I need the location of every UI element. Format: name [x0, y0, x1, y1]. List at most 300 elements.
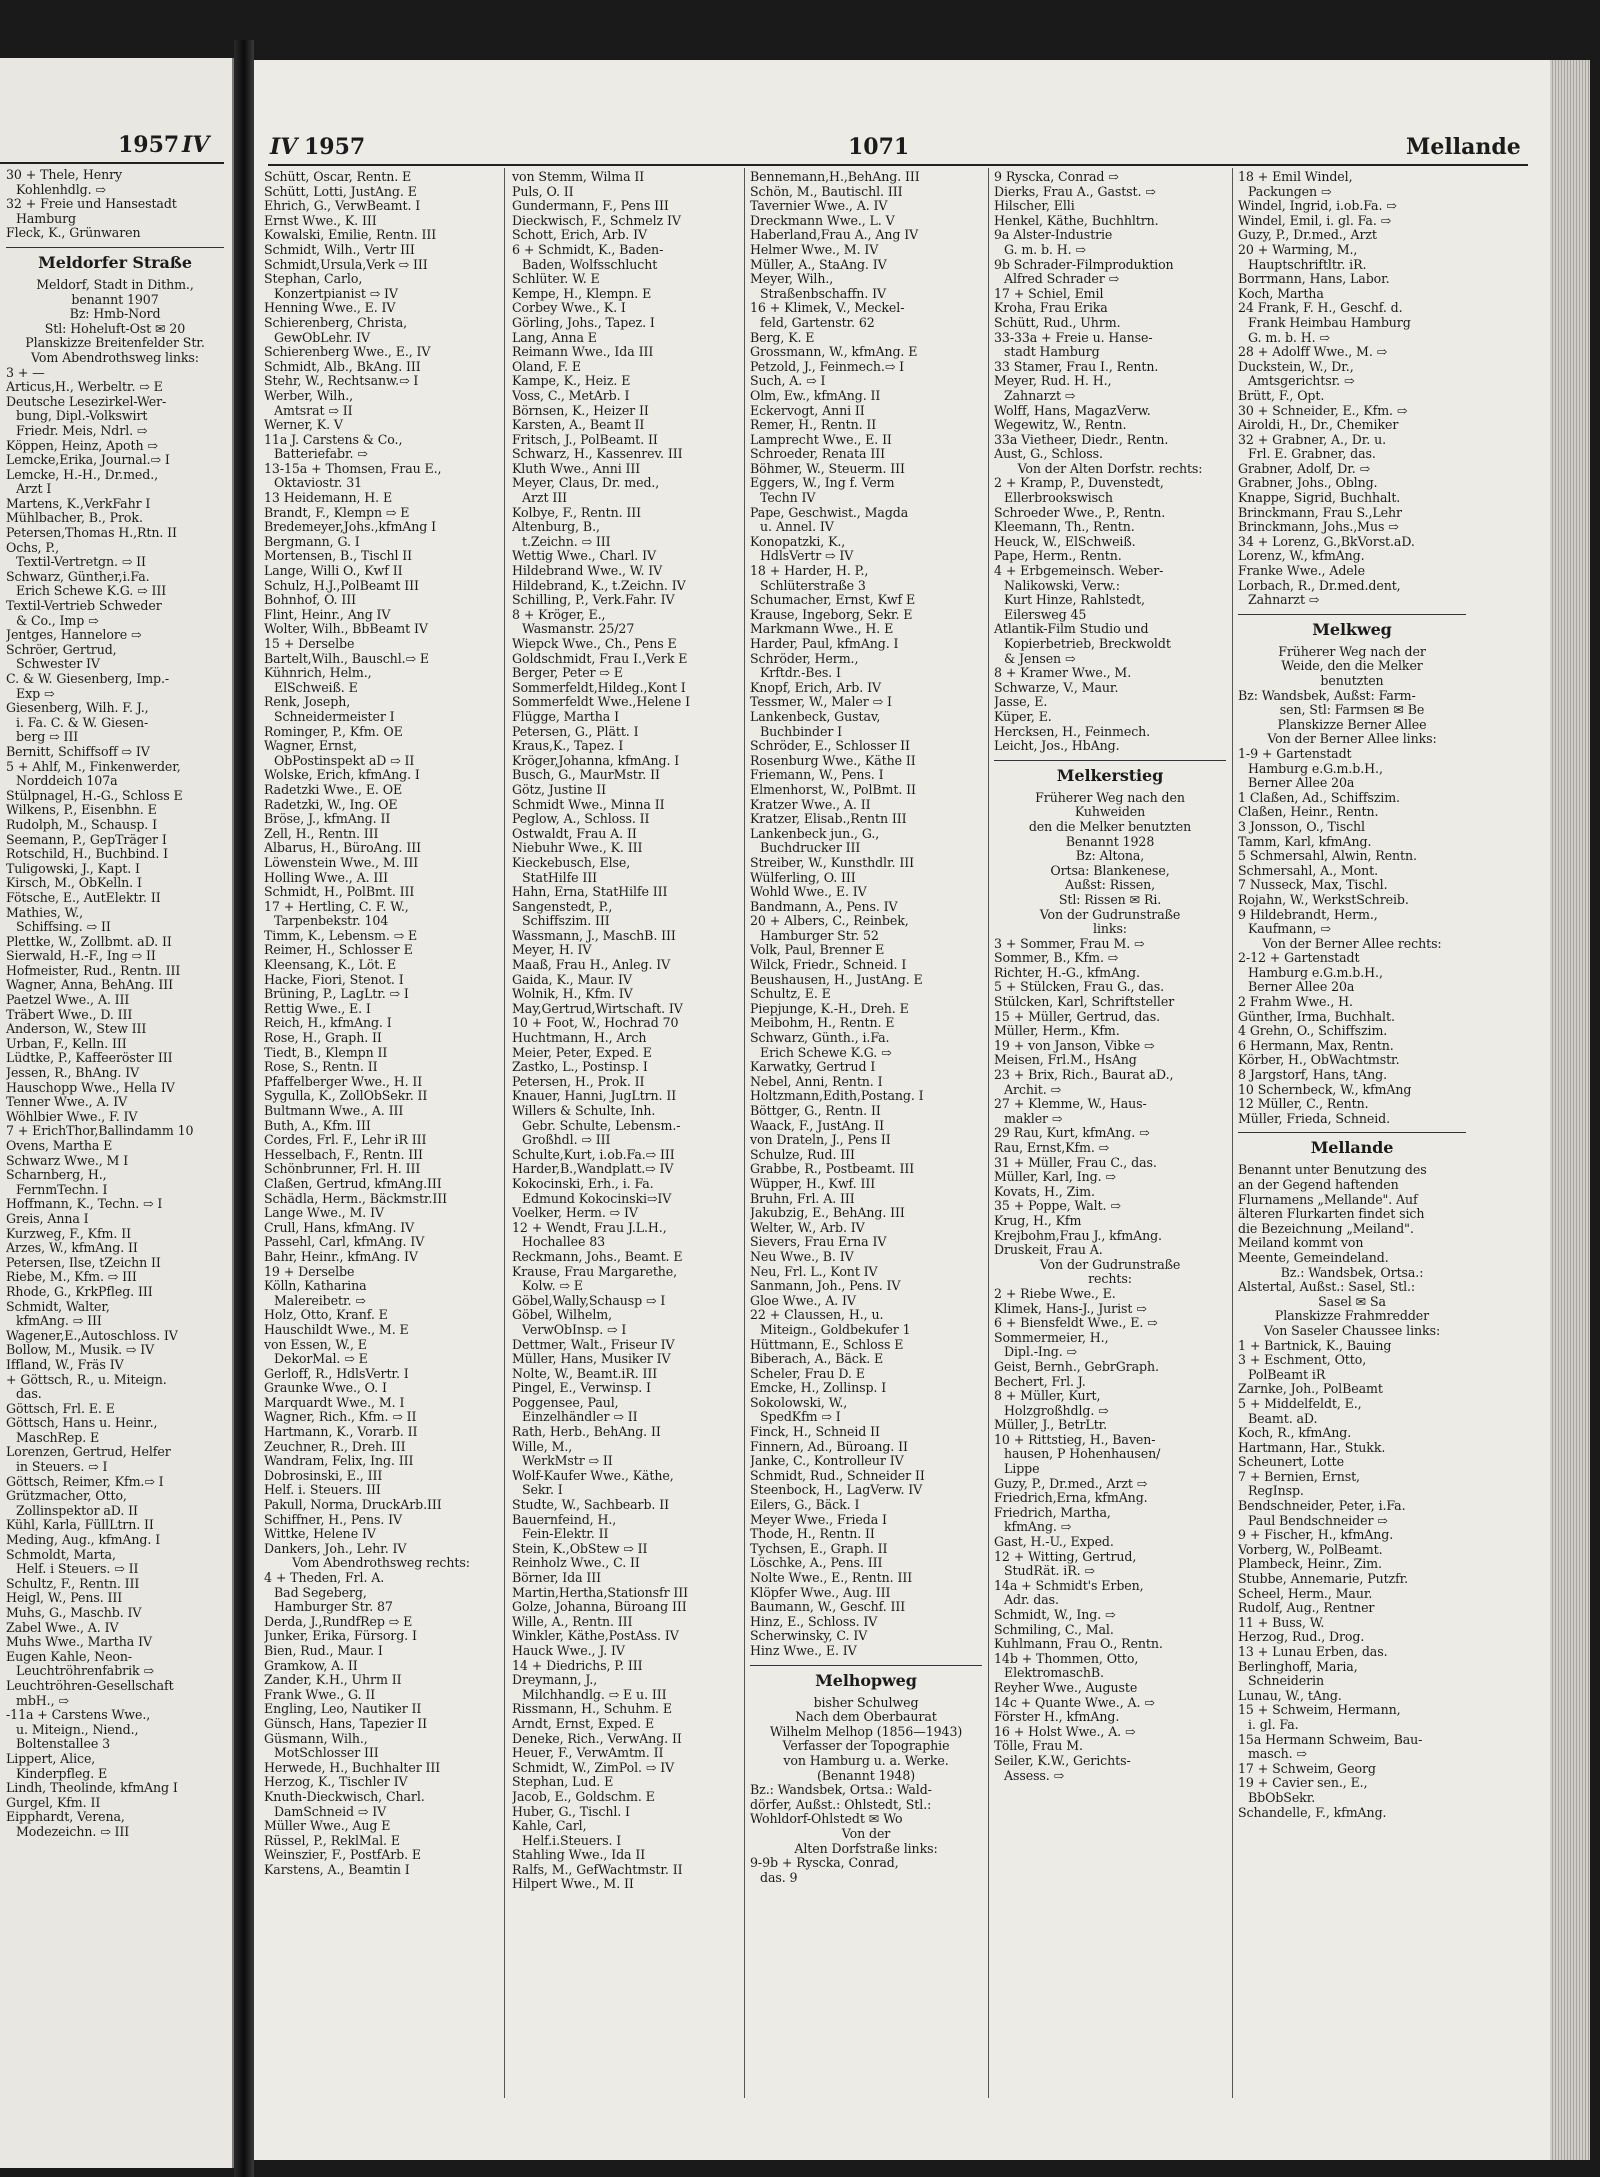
directory-entry: Göttsch, Reimer, Kfm.⇨ I — [6, 1474, 164, 1489]
directory-entry: Bultmann Wwe., A. III — [264, 1104, 404, 1118]
directory-entry: Articus,H., Werbeltr. ⇨ E — [6, 380, 163, 395]
directory-entry: Rojahn, W., WerkstSchreib. — [1238, 892, 1409, 907]
directory-entry: Lunau, W., tAng. — [1238, 1688, 1342, 1703]
directory-entry: 8 + Kröger, E., — [512, 607, 606, 622]
directory-entry: Guzy, P., Dr.med., Arzt ⇨ — [994, 1476, 1148, 1491]
directory-entry: Meisen, Frl.M., HsAng — [994, 1053, 1137, 1068]
directory-entry: Schmidt,Ursula,Verk ⇨ III — [264, 257, 428, 272]
column-divider — [1232, 168, 1233, 2098]
directory-entry: Karstens, A., Beamtin I — [264, 1862, 410, 1877]
directory-entry: 14 + Diedrichs, P. III — [512, 1658, 643, 1673]
directory-entry: Zastko, L., Postinsp. I — [512, 1060, 648, 1075]
directory-entry: Elmenhorst, W., PolBmt. II — [750, 782, 916, 797]
directory-entry: Schädla, Herm., Bäckmstr.III — [264, 1191, 447, 1206]
directory-entry: 3 + — — [6, 365, 45, 380]
directory-entry: Graunke Wwe., O. I — [264, 1381, 387, 1396]
directory-entry: Stahling Wwe., Ida II — [512, 1848, 646, 1863]
directory-entry: Kieckebusch, Else, — [512, 855, 631, 870]
directory-entry: Kirsch, M., ObKelln. I — [6, 876, 142, 891]
directory-entry: Meldorf, Stadt in Dithm., — [36, 277, 194, 292]
directory-entry: Paetzel Wwe., A. III — [6, 993, 130, 1008]
directory-entry: Brandt, F., Klempn ⇨ E — [264, 505, 410, 520]
directory-entry: 35 + Poppe, Walt. ⇨ — [994, 1199, 1121, 1214]
directory-entry: 5 + Stülcken, Frau G., das. — [994, 980, 1164, 995]
directory-entry: Ostwaldt, Frau A. II — [512, 826, 637, 841]
directory-entry: benutzten — [1320, 674, 1384, 688]
directory-entry: Planskizze Berner Allee — [1277, 717, 1427, 732]
directory-entry: Buchdrucker III — [760, 841, 861, 856]
directory-entry: Günther, Irma, Buchhalt. — [1238, 1009, 1395, 1024]
directory-entry: Ovens, Martha E — [6, 1139, 113, 1153]
directory-entry: StatHilfe III — [522, 870, 598, 885]
directory-entry: Meibohm, H., Rentn. E — [750, 1016, 895, 1031]
directory-entry: Kowalski, Emilie, Rentn. III — [264, 228, 437, 243]
directory-entry: Kinderpfleg. E — [16, 1766, 108, 1781]
directory-entry: Lemcke, H.-H., Dr.med., — [6, 467, 159, 482]
directory-entry: Baden, Wolfsschlucht — [522, 257, 658, 272]
directory-entry: Heigl, W., Pens. III — [6, 1591, 123, 1606]
directory-entry: Dipl.-Ing. ⇨ — [1004, 1345, 1077, 1360]
directory-entry: MotSchlosser III — [274, 1746, 379, 1761]
directory-entry: bisher Schulweg — [813, 1695, 919, 1710]
directory-entry: 29 Rau, Kurt, kfmAng. ⇨ — [994, 1126, 1150, 1141]
directory-entry: Kuhweiden — [1074, 805, 1146, 820]
directory-entry: Schmidt, Rud., Schneider II — [750, 1468, 925, 1483]
directory-entry: Schultz, E. E — [750, 987, 831, 1002]
directory-entry: Erich Schewe K.G. ⇨ III — [16, 584, 167, 599]
directory-entry: Fritsch, J., PolBeamt. II — [512, 432, 658, 447]
directory-entry: Wassmann, J., MaschB. III — [512, 928, 676, 943]
directory-entry: Schröder, Herm., — [750, 651, 859, 666]
left-page — [0, 58, 234, 2168]
directory-entry: Schwarz, Günth., i.Fa. — [750, 1031, 890, 1046]
directory-entry: Schwarz, Günther,i.Fa. — [6, 569, 150, 584]
directory-entry: 9 + Fischer, H., kfmAng. — [1238, 1528, 1394, 1543]
directory-entry: Helmer Wwe., M. IV — [750, 242, 879, 257]
directory-entry: Konzertpianist ⇨ IV — [274, 286, 398, 301]
directory-entry: Müller, Herm., Kfm. — [994, 1024, 1120, 1039]
directory-entry: Arndt, Ernst, Exped. E — [512, 1716, 655, 1731]
directory-entry: Willers & Schulte, Inh. — [512, 1104, 656, 1118]
directory-entry: Rhode, G., KrkPfleg. III — [6, 1284, 153, 1299]
directory-entry: Amtsgerichtsr. ⇨ — [1248, 374, 1355, 389]
directory-entry: Schütt, Rud., Uhrm. — [994, 315, 1121, 330]
directory-entry: Wasmanstr. 25/27 — [522, 622, 635, 637]
directory-entry: Friedr. Meis, Ndrl. ⇨ — [16, 423, 148, 438]
directory-entry: Richter, H.-G., kfmAng. — [994, 965, 1140, 980]
directory-entry: Wille, M., — [512, 1439, 573, 1454]
directory-entry: 9-9b + Ryscka, Conrad, — [750, 1856, 899, 1871]
directory-entry: Schumacher, Ernst, Kwf E — [750, 593, 916, 608]
directory-entry: Greis, Anna I — [6, 1211, 89, 1226]
directory-entry: 16 + Klimek, V., Meckel- — [750, 301, 905, 316]
directory-entry: + Göttsch, R., u. Miteign. — [6, 1372, 167, 1387]
directory-entry: Görling, Johs., Tapez. I — [512, 315, 655, 330]
directory-entry: Schiffsing. ⇨ II — [16, 920, 111, 935]
directory-entry: Pingel, E., Verwinsp. I — [512, 1381, 651, 1396]
directory-entry: Kovats, H., Zim. — [994, 1184, 1095, 1199]
directory-entry: Dankers, Joh., Lehr. IV — [264, 1541, 407, 1556]
directory-entry: Goldschmidt, Frau I.,Verk E — [512, 651, 688, 666]
directory-entry: Von der — [841, 1826, 891, 1841]
directory-entry: Schroeder, Renata III — [750, 447, 885, 462]
directory-entry: Assess. ⇨ — [1004, 1768, 1065, 1783]
directory-entry: Plettke, W., Zollbmt. aD. II — [6, 934, 172, 949]
directory-entry: das. — [16, 1387, 42, 1402]
directory-entry: Schulte,Kurt, i.ob.Fa.⇨ III — [512, 1147, 675, 1162]
directory-entry: Kampe, K., Heiz. E — [512, 374, 631, 389]
directory-entry: Paul Bendschneider ⇨ — [1248, 1513, 1388, 1528]
directory-entry: Golze, Johanna, Büroang III — [512, 1600, 687, 1615]
directory-entry: Busch, G., MaurMstr. II — [512, 768, 660, 783]
directory-entry: hausen, P Hohenhausen/ — [1004, 1447, 1161, 1462]
directory-entry: 27 + Klemme, W., Haus- — [994, 1097, 1147, 1112]
directory-entry: Schultz, F., Rentn. III — [6, 1576, 140, 1591]
directory-entry: Passehl, Carl, kfmAng. IV — [264, 1235, 425, 1250]
directory-entry: Vom Abendrothsweg links: — [31, 350, 199, 365]
directory-entry: Rosenburg Wwe., Käthe II — [750, 753, 916, 768]
directory-entry: Bz: Wandsbek, Außst: Farm- — [1238, 688, 1416, 703]
directory-entry: Schmidt, Walter, — [6, 1299, 110, 1314]
directory-entry: masch. ⇨ — [1248, 1747, 1307, 1762]
directory-entry: Krejbohm,Frau J., kfmAng. — [994, 1228, 1162, 1243]
directory-entry: Hauptschriftltr. iR. — [1248, 257, 1367, 272]
directory-entry: 15 + Müller, Gertrud, das. — [994, 1009, 1160, 1024]
directory-entry: Remer, H., Rentn. II — [750, 418, 877, 433]
directory-entry: Wettig Wwe., Charl. IV — [512, 549, 656, 564]
directory-entry: Meyer, Claus, Dr. med., — [512, 476, 660, 491]
directory-entry: Reyher Wwe., Auguste — [994, 1680, 1138, 1695]
directory-entry: Guzy, P., Dr.med., Arzt — [1238, 228, 1377, 243]
directory-entry: Bredemeyer,Johs.,kfmAng I — [264, 520, 437, 535]
directory-entry: Schmidt Wwe., Minna II — [512, 797, 665, 812]
directory-entry: Stephan, Lud. E — [512, 1775, 614, 1790]
directory-entry: Iffland, W., Fräs IV — [6, 1357, 124, 1372]
directory-entry: 17 + Hertling, C. F. W., — [264, 899, 409, 914]
directory-entry: Schmidt, Wilh., Vertr III — [264, 242, 415, 257]
directory-entry: Biberach, A., Bäck. E — [750, 1352, 884, 1367]
directory-entry: Albarus, H., BüroAng. III — [264, 841, 421, 856]
directory-entry: Schandelle, F., kfmAng. — [1238, 1805, 1387, 1820]
directory-entry: Leicht, Jos., HbAng. — [994, 739, 1120, 754]
directory-entry: Borrmann, Hans, Labor. — [1238, 272, 1390, 287]
directory-entry: Alten Dorfstraße links: — [794, 1841, 938, 1856]
directory-entry: Tenner Wwe., A. IV — [6, 1095, 128, 1110]
directory-entry: Von der Alten Dorfstr. rechts: — [1017, 461, 1203, 476]
directory-entry: Sekr. I — [522, 1483, 563, 1498]
directory-entry: Tarpenbekstr. 104 — [274, 914, 389, 929]
directory-entry: Voelker, Herm. ⇨ IV — [512, 1206, 638, 1221]
directory-entry: Crull, Hans, kfmAng. IV — [264, 1220, 415, 1235]
directory-entry: 15 + Derselbe — [264, 637, 355, 651]
directory-entry: Riebe, M., Kfm. ⇨ III — [6, 1270, 137, 1285]
directory-entry: Müller, Karl, Ing. ⇨ — [994, 1170, 1116, 1185]
directory-entry: Hofmeister, Rud., Rentn. III — [6, 963, 181, 978]
directory-entry: Konopatzki, K., — [750, 534, 846, 549]
directory-entry: 15a Hermann Schweim, Bau- — [1238, 1732, 1423, 1747]
directory-entry: Kopierbetrieb, Breckwoldt — [1004, 637, 1171, 651]
page-number: 1071 — [848, 134, 910, 160]
directory-entry: Von der Berner Allee rechts: — [1262, 936, 1442, 951]
directory-entry: Friedrich, Martha, — [994, 1505, 1111, 1520]
directory-entry: Nach dem Oberbaurat — [795, 1710, 937, 1725]
directory-entry: Lorenz, W., kfmAng. — [1238, 549, 1365, 564]
directory-entry: Ralfs, M., GefWachtmstr. II — [512, 1862, 683, 1877]
directory-entry: Ortsa: Blankenese, — [1050, 863, 1170, 878]
directory-entry: Nolte, W., Beamt.iR. III — [512, 1366, 658, 1381]
directory-entry: PolBeamt iR — [1248, 1367, 1326, 1382]
directory-entry: Vorberg, W., PolBeamt. — [1238, 1542, 1383, 1557]
directory-entry: Wolf-Kaufer Wwe., Käthe, — [512, 1468, 674, 1483]
directory-entry: Malereibetr. ⇨ — [274, 1293, 366, 1308]
directory-entry: Güsmann, Wilh., — [264, 1731, 368, 1746]
directory-entry: i. Fa. C. & W. Giesen- — [16, 715, 149, 730]
directory-entry: Planskizze Breitenfelder Str. — [25, 336, 205, 351]
directory-entry: Gurgel, Kfm. II — [6, 1795, 101, 1810]
directory-entry: BbObSekr. — [1248, 1790, 1316, 1805]
directory-entry: Schwarz Wwe., M I — [6, 1153, 129, 1168]
directory-entry: Corbey Wwe., K. I — [512, 301, 626, 316]
directory-entry: Jessen, R., BhAng. IV — [6, 1066, 140, 1081]
directory-entry: Göbel, Wilhelm, — [512, 1308, 613, 1323]
directory-entry: Milchhandlg. ⇨ E u. III — [522, 1687, 667, 1702]
directory-entry: Lankenbeck, Gustav, — [750, 709, 881, 724]
directory-entry: Bergmann, G. I — [264, 534, 360, 549]
directory-entry: Rissmann, H., Schuhm. E — [512, 1702, 672, 1717]
directory-entry: t.Zeichn. ⇨ III — [522, 534, 611, 549]
directory-entry: Petzold, J., Feinmech.⇨ I — [750, 359, 905, 374]
directory-entry: 9b Schrader-Filmproduktion — [994, 257, 1174, 272]
page-edge-stack — [1550, 60, 1590, 2160]
directory-entry: Sasel ✉ Sa — [1318, 1294, 1386, 1309]
directory-entry: Rüssel, P., ReklMal. E — [264, 1833, 400, 1848]
directory-entry: Stein, K.,ObStew ⇨ II — [512, 1541, 648, 1556]
directory-entry: 5 + Ahlf, M., Finkenwerder, — [6, 759, 181, 774]
left-header-year: 1957 — [118, 132, 180, 158]
directory-entry: Lang, Anna E — [512, 330, 597, 345]
directory-entry: benannt 1907 — [71, 292, 159, 307]
directory-entry: Börnsen, K., Heizer II — [512, 403, 649, 418]
directory-entry: 19 + Derselbe — [264, 1264, 355, 1279]
directory-entry: Kurzweg, F., Kfm. II — [6, 1226, 131, 1241]
directory-entry: Jacob, E., Goldschm. E — [512, 1789, 655, 1804]
directory-entry: Hamburg — [16, 211, 76, 226]
directory-entry: Exp ⇨ — [16, 686, 55, 701]
directory-entry: Hartmann, K., Vorarb. II — [264, 1425, 418, 1440]
directory-entry: Grossmann, W., kfmAng. E — [750, 345, 918, 360]
directory-entry: Karsten, A., Beamt II — [512, 418, 645, 433]
directory-entry: Herwede, H., Buchhalter III — [264, 1760, 441, 1775]
directory-entry: Scheunert, Lotte — [1238, 1455, 1344, 1470]
directory-entry: Schwester IV — [16, 657, 100, 672]
directory-column-3 — [512, 170, 738, 2100]
directory-entry: Schön, M., Bautischl. III — [750, 184, 903, 199]
directory-entry: Großhdl. ⇨ III — [522, 1133, 611, 1148]
directory-entry: Reinholz Wwe., C. II — [512, 1556, 640, 1571]
directory-entry: Schmidt, Alb., BkAng. III — [264, 359, 421, 374]
directory-entry: von Hamburg u. a. Werke. — [783, 1753, 949, 1768]
directory-entry: Müller, Hans, Musiker IV — [512, 1352, 671, 1367]
directory-entry: Eckervogt, Anni II — [750, 403, 865, 418]
directory-entry: Schierenberg, Christa, — [264, 315, 408, 330]
directory-entry: 19 + von Janson, Vibke ⇨ — [994, 1038, 1155, 1053]
directory-entry: 24 Frank, F. H., Geschf. d. — [1238, 301, 1403, 316]
directory-entry: Meiland kommt von — [1238, 1236, 1364, 1251]
running-head: Mellande — [1406, 134, 1521, 160]
directory-entry: ElSchweiß. E — [274, 680, 358, 695]
directory-entry: Plambeck, Heinr., Zim. — [1238, 1557, 1382, 1572]
directory-entry: Löschke, A., Pens. III — [750, 1556, 883, 1571]
directory-entry: Rettig Wwe., E. I — [264, 1001, 371, 1016]
directory-entry: Harder, Paul, kfmAng. I — [750, 637, 899, 651]
directory-entry: links: — [1093, 922, 1127, 937]
directory-entry: Druskeit, Frau A. — [994, 1243, 1103, 1258]
directory-entry: von Drateln, J., Pens II — [750, 1133, 891, 1148]
directory-entry: Wagner, Ernst, — [264, 739, 358, 754]
directory-entry: Werner, K. V — [264, 418, 343, 433]
directory-entry: Krause, Frau Margarethe, — [512, 1264, 678, 1279]
directory-entry: Haberland,Frau A., Ang IV — [750, 228, 919, 243]
directory-entry: Pape, Geschwist., Magda — [750, 505, 909, 520]
directory-entry: Reckmann, Johs., Beamt. E — [512, 1249, 683, 1264]
directory-entry: 13-15a + Thomsen, Frau E., — [264, 461, 442, 476]
right-header-section: IV — [270, 134, 298, 160]
directory-entry: Schiffszim. III — [522, 914, 610, 929]
directory-entry: Tuligowski, J., Kapt. I — [6, 861, 140, 876]
directory-entry: Klöpfer Wwe., Aug. III — [750, 1585, 891, 1600]
directory-entry: Windel, Emil, i. gl. Fa. ⇨ — [1238, 213, 1392, 228]
directory-entry: Günsch, Hans, Tapezier II — [264, 1716, 428, 1731]
street-heading: Mellande — [1238, 1132, 1466, 1159]
directory-entry: Norddeich 107a — [16, 774, 118, 789]
directory-entry: 7 + Bernien, Ernst, — [1238, 1469, 1360, 1484]
directory-entry: Tiedt, B., Klempn II — [264, 1045, 388, 1060]
right-page-header — [268, 130, 1528, 166]
directory-entry: Bz.: Wandsbek, Ortsa.: Wald- — [750, 1783, 932, 1798]
directory-entry: Kurt Hinze, Rahlstedt, — [1004, 593, 1145, 608]
directory-entry: Meyer, Wilh., — [750, 272, 834, 287]
directory-entry: 23 + Brix, Rich., Baurat aD., — [994, 1068, 1174, 1083]
directory-entry: Nebel, Anni, Rentn. I — [750, 1074, 883, 1089]
directory-entry: Baumann, W., Geschf. III — [750, 1600, 906, 1615]
directory-entry: Schmiling, C., Mal. — [994, 1622, 1114, 1637]
directory-entry: Grabner, Adolf, Dr. ⇨ — [1238, 461, 1371, 476]
directory-entry: Erich Schewe K.G. ⇨ — [760, 1045, 892, 1060]
directory-entry: Radetzki, W., Ing. OE — [264, 797, 398, 812]
directory-entry: Fötsche, E., AutElektr. II — [6, 890, 161, 905]
directory-entry: Huchtmann, H., Arch — [512, 1031, 647, 1046]
directory-entry: Knappe, Sigrid, Buchhalt. — [1238, 491, 1401, 506]
directory-entry: 1-9 + Gartenstadt — [1238, 746, 1352, 761]
directory-entry: 3 Jonsson, O., Tischl — [1238, 819, 1365, 834]
directory-entry: 12 Müller, C., Rentn. — [1238, 1097, 1369, 1112]
directory-entry: Peglow, A., Schloss. II — [512, 812, 650, 827]
directory-entry: Krause, Ingeborg, Sekr. E — [750, 607, 913, 622]
directory-entry: Janke, C., Kontrolleur IV — [750, 1454, 904, 1469]
directory-entry: Frl. E. Grabner, das. — [1248, 447, 1376, 462]
directory-entry: Lindh, Theolinde, kfmAng I — [6, 1781, 178, 1796]
directory-entry: Alstertal, Außst.: Sasel, Stl.: — [1238, 1280, 1416, 1295]
directory-entry: Wagener,E.,Autoschloss. IV — [6, 1328, 178, 1343]
directory-entry: Nalikowski, Verw.: — [1004, 578, 1120, 593]
directory-entry: 1 + Bartnick, K., Bauing — [1238, 1338, 1392, 1353]
directory-entry: Wolff, Hans, MagazVerw. — [994, 403, 1151, 418]
directory-entry: Franke Wwe., Adele — [1238, 564, 1365, 579]
directory-entry: 3 + Sommer, Frau M. ⇨ — [994, 936, 1145, 951]
directory-entry: 28 + Adolff Wwe., M. ⇨ — [1238, 345, 1388, 360]
directory-entry: Schulz, H.J.,PolBeamt III — [264, 578, 419, 593]
directory-entry: Kraus,K., Tapez. I — [512, 739, 624, 754]
directory-entry: Schütt, Lotti, JustAng. E — [264, 184, 417, 199]
directory-entry: Tamm, Karl, kfmAng. — [1238, 834, 1372, 849]
directory-entry: 14c + Quante Wwe., A. ⇨ — [994, 1695, 1155, 1710]
directory-entry: Klimek, Hans-J., Jurist ⇨ — [994, 1301, 1147, 1316]
directory-entry: Muhs, G., Maschb. IV — [6, 1606, 142, 1620]
directory-entry: Reimer, H., Schlosser E — [264, 943, 413, 958]
directory-entry: Textil-Vertretgn. ⇨ II — [16, 555, 146, 570]
directory-entry: SpedKfm ⇨ I — [760, 1410, 841, 1425]
directory-entry: Schulze, Rud. III — [750, 1147, 855, 1162]
directory-entry: Puls, O. II — [512, 184, 574, 199]
directory-entry: Werber, Wilh., — [264, 388, 354, 403]
directory-entry: Verfasser der Topographie — [782, 1739, 950, 1754]
directory-entry: Hahn, Erna, StatHilfe III — [512, 885, 668, 900]
directory-entry: Petersen, G., Plätt. I — [512, 724, 639, 739]
directory-entry: Schönbrunner, Frl. H. III — [264, 1162, 421, 1177]
directory-entry: Krftdr.-Bes. I — [760, 666, 841, 681]
directory-entry: Bechert, Frl. J. — [994, 1374, 1086, 1389]
directory-entry: Frank Wwe., G. II — [264, 1687, 376, 1702]
directory-entry: Seemann, P., GepTräger I — [6, 832, 167, 847]
directory-entry: Lorenzen, Gertrud, Helfer — [6, 1445, 171, 1460]
directory-entry: Straßenbschaffn. IV — [760, 286, 886, 301]
directory-entry: Zell, H., Rentn. III — [264, 826, 379, 841]
directory-entry: Sokolowski, W., — [750, 1395, 848, 1410]
directory-entry: Herzog, Rud., Drog. — [1238, 1630, 1365, 1645]
directory-entry: Brüning, P., LagLtr. ⇨ I — [264, 987, 409, 1002]
directory-entry: Ernst Wwe., K. III — [264, 213, 377, 228]
directory-entry: Schröder, E., Schlosser II — [750, 739, 910, 754]
directory-entry: Bad Segeberg, — [274, 1585, 367, 1600]
directory-entry: Träbert Wwe., D. III — [6, 1007, 133, 1022]
directory-entry: Kuhlmann, Frau O., Rentn. — [994, 1637, 1163, 1652]
directory-entry: Von der Gudrunstraße — [1039, 907, 1181, 922]
directory-entry: 18 + Harder, H. P., — [750, 564, 869, 579]
directory-entry: 6 + Biensfeldt Wwe., E. ⇨ — [994, 1316, 1158, 1331]
directory-entry: Schlüter. W. E — [512, 272, 600, 287]
directory-entry: Wandram, Felix, Ing. III — [264, 1454, 414, 1469]
directory-entry: Böhmer, W., Steuerm. III — [750, 461, 905, 476]
directory-entry: StudRät. iR. ⇨ — [1004, 1564, 1095, 1579]
directory-entry: Hercksen, H., Feinmech. — [994, 724, 1151, 739]
directory-entry: Stl: Rissen ✉ Ri. — [1058, 892, 1162, 907]
directory-entry: Flurnamens „Mellande". Auf — [1238, 1192, 1418, 1207]
directory-entry: Pakull, Norma, DruckArb.III — [264, 1498, 442, 1513]
directory-entry: Schott, Erich, Arb. IV — [512, 228, 647, 243]
directory-entry: Hüttmann, E., Schloss E — [750, 1337, 904, 1352]
directory-entry: Sievers, Frau Erna IV — [750, 1235, 887, 1250]
directory-entry: Meyer Wwe., Frieda I — [750, 1512, 887, 1527]
directory-entry: Anderson, W., Stew III — [6, 1022, 147, 1037]
directory-entry: Koch, Martha — [1238, 286, 1324, 301]
directory-entry: Göbel,Wally,Schausp ⇨ I — [512, 1293, 666, 1308]
directory-entry: Zollinspektor aD. II — [16, 1503, 138, 1518]
directory-entry: Schilling, P., Verk.Fahr. IV — [512, 593, 675, 608]
directory-entry: i. gl. Fa. — [1248, 1717, 1299, 1732]
directory-entry: Kohlenhdlg. ⇨ — [16, 182, 106, 197]
directory-entry: 11a J. Carstens & Co., — [264, 432, 403, 447]
directory-entry: Grabbe, R., Postbeamt. III — [750, 1162, 915, 1177]
